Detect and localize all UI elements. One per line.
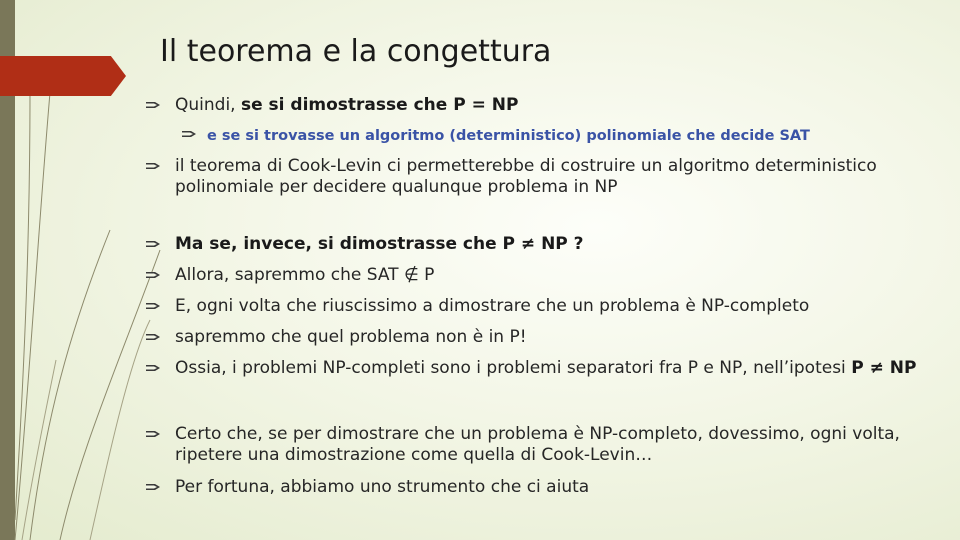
bullet-item (146, 234, 936, 255)
pencil-icon (146, 161, 160, 171)
pencil-icon (146, 429, 160, 439)
pencil-icon (146, 100, 160, 110)
bullet-text: Per fortuna, abbiamo uno strumento che ci aiuta (175, 477, 590, 497)
bullet-item (146, 95, 936, 116)
bullet-item (146, 477, 936, 498)
bullet-text: sapremmo che quel problema non è in P! (175, 327, 527, 347)
pencil-icon (182, 129, 196, 139)
sub-bullet-item (182, 126, 942, 147)
bullet-text: il teorema di Cook-Levin ci permetterebbe di costruire un algoritmo deterministico polinomiale per decidere qualunque problema in NP (175, 156, 877, 197)
bullet-item (146, 327, 936, 348)
bullet-item (146, 358, 936, 379)
bullet-text: E, ogni volta che riuscissimo a dimostrare che un problema è NP-completo (175, 296, 810, 316)
bullet-text: Quindi, (175, 95, 241, 115)
pencil-icon (146, 482, 160, 492)
bullet-bold-text: Ma se, invece, si dimostrasse che P ≠ NP ? (175, 234, 584, 254)
bullet-item (146, 424, 936, 466)
bullet-text: Allora, sapremmo che SAT ∉ P (175, 265, 435, 285)
pencil-icon (146, 301, 160, 311)
title-accent-tab (0, 56, 126, 96)
bullet-text: Ossia, i problemi NP-completi sono i problemi separatori fra P e NP, nell’ipotesi (175, 358, 852, 378)
bullet-item (146, 265, 936, 286)
bullet-text: Certo che, se per dimostrare che un problema è NP-completo, dovessimo, ogni volta, ripetere una dimostrazione come quella di Cook-Levin… (175, 424, 900, 465)
bullet-item (146, 296, 936, 317)
pencil-icon (146, 270, 160, 280)
bullet-item (146, 156, 936, 198)
pencil-icon (146, 332, 160, 342)
bullet-bold-text: P ≠ NP (851, 358, 917, 378)
slide-title: Il teorema e la congettura (160, 34, 552, 69)
bullet-bold-text: e se si trovasse un algoritmo (deterministico) polinomiale che decide SAT (207, 128, 810, 144)
pencil-icon (146, 363, 160, 373)
pencil-icon (146, 239, 160, 249)
bullet-bold-text: se si dimostrasse che P = NP (240, 95, 519, 115)
